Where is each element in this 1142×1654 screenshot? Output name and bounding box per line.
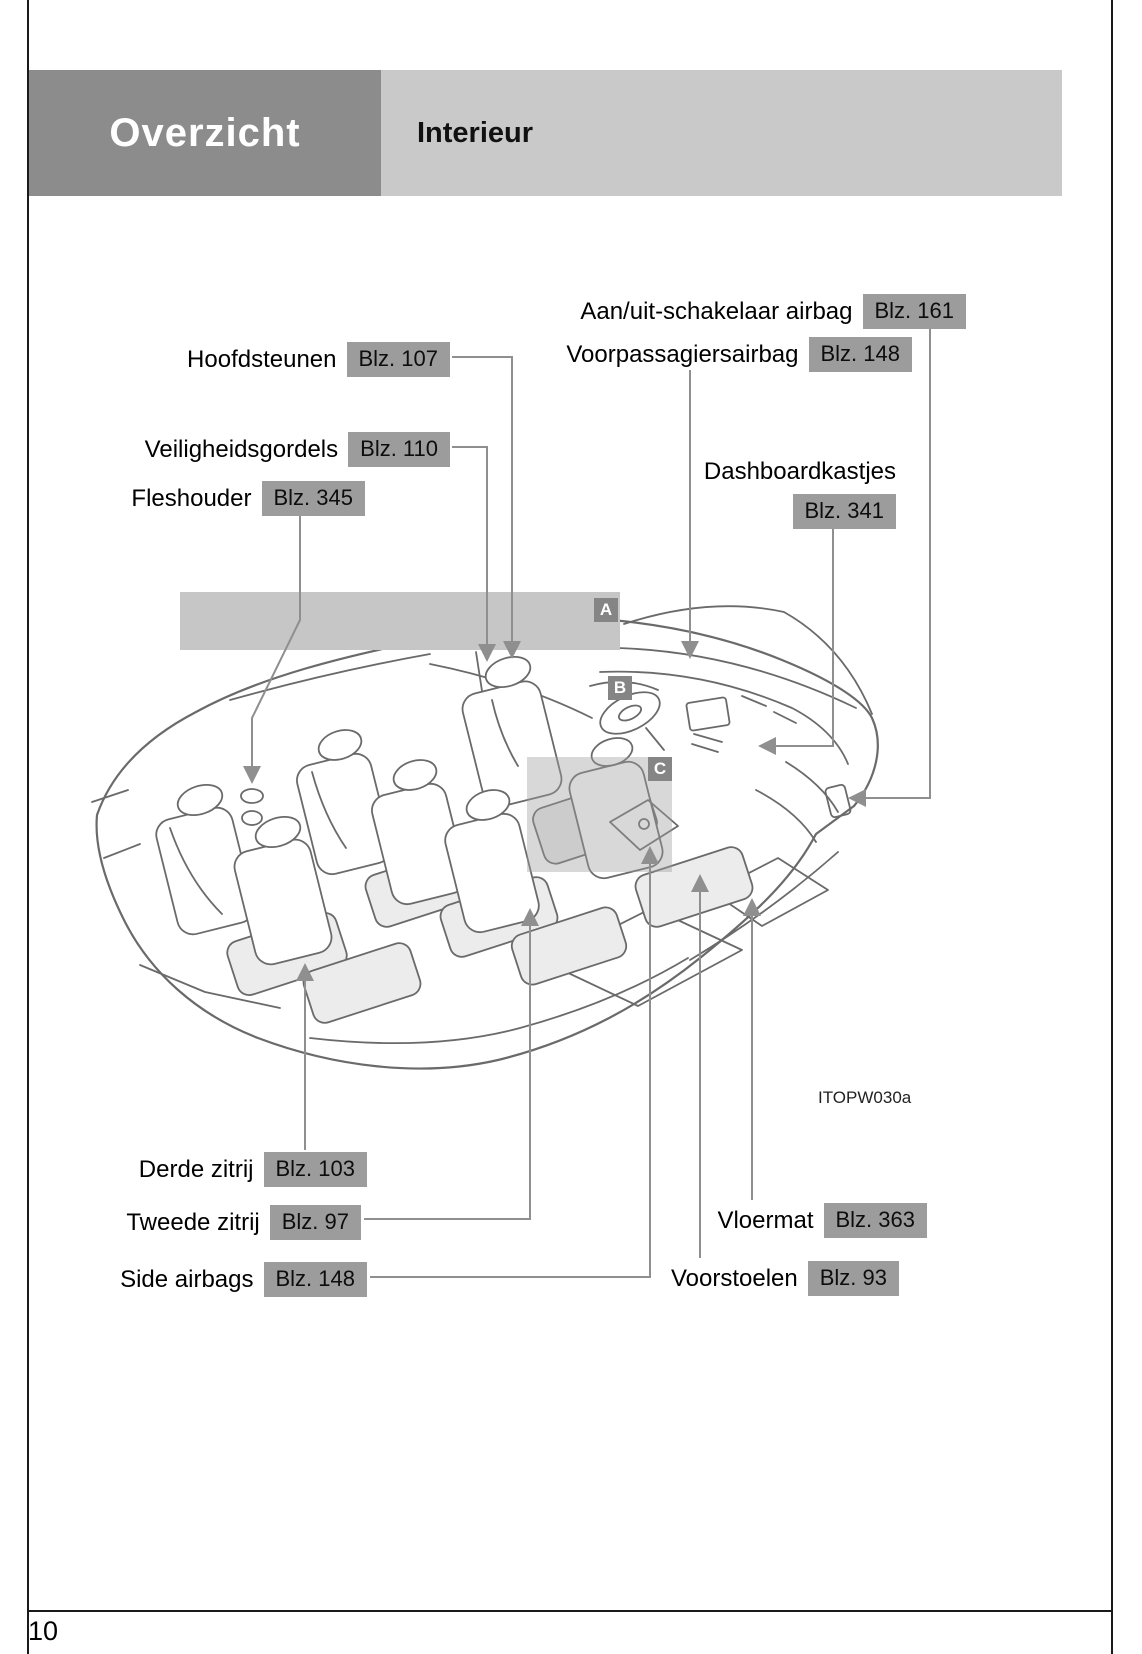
marker-a: A (594, 598, 618, 622)
page-header-band (381, 70, 1062, 196)
callout-label: Veiligheidsgordels (144, 435, 339, 463)
page-ref-badge: Blz. 363 (824, 1203, 928, 1238)
callout-label: Hoofdsteunen (187, 345, 337, 373)
page-title: Interieur (417, 116, 534, 149)
callout-airbag-switch (580, 294, 966, 329)
callout-label: Voorstoelen (670, 1264, 798, 1292)
page-ref-badge: Blz. 161 (863, 294, 967, 329)
callout-label: Tweede zitrij (126, 1208, 260, 1236)
callout-label: Fleshouder (131, 484, 252, 512)
page-ref-badge: Blz. 148 (809, 337, 913, 372)
page-ref-badge: Blz. 148 (264, 1262, 368, 1297)
callout-second-row (126, 1205, 361, 1240)
page-ref-badge: Blz. 341 (793, 494, 897, 529)
callout-side-airbags (120, 1262, 367, 1297)
page-ref-badge: Blz. 103 (264, 1152, 368, 1187)
callout-label: Side airbags (120, 1265, 254, 1293)
marker-c: C (648, 757, 672, 781)
callout-dashboard-boxes (704, 458, 896, 529)
page-ref-badge: Blz. 345 (262, 481, 366, 516)
section-title: Overzicht (109, 110, 301, 155)
callout-seatbelts (145, 432, 450, 467)
page-number: 10 (28, 1616, 59, 1646)
callout-floor-mat (717, 1203, 927, 1238)
marker-b: B (608, 676, 632, 700)
callout-passenger-airbag (566, 337, 912, 372)
page-ref-badge: Blz. 97 (270, 1205, 361, 1240)
callout-label: Dashboardkastjes (703, 458, 896, 485)
leader-dashboard-boxes (762, 527, 833, 746)
callout-bottle-holder (131, 481, 365, 516)
callout-label: Derde zitrij (138, 1155, 254, 1183)
callout-front-seats (671, 1261, 899, 1296)
callout-label: Voorpassagiersairbag (566, 340, 799, 368)
callout-third-row (139, 1152, 367, 1187)
car-interior-art (92, 606, 878, 1068)
callout-label: Vloermat (717, 1206, 814, 1234)
figure-code: ITOPW030a (818, 1088, 912, 1107)
page-ref-badge: Blz. 110 (348, 432, 450, 467)
callout-label: Aan/uit-schakelaar airbag (580, 297, 853, 325)
highlight-bar-a (180, 592, 620, 650)
page-ref-badge: Blz. 107 (347, 342, 451, 377)
section-header (29, 70, 381, 196)
leader-airbag-switch (852, 328, 930, 798)
callout-headrests (187, 342, 450, 377)
page-ref-badge: Blz. 93 (808, 1261, 899, 1296)
